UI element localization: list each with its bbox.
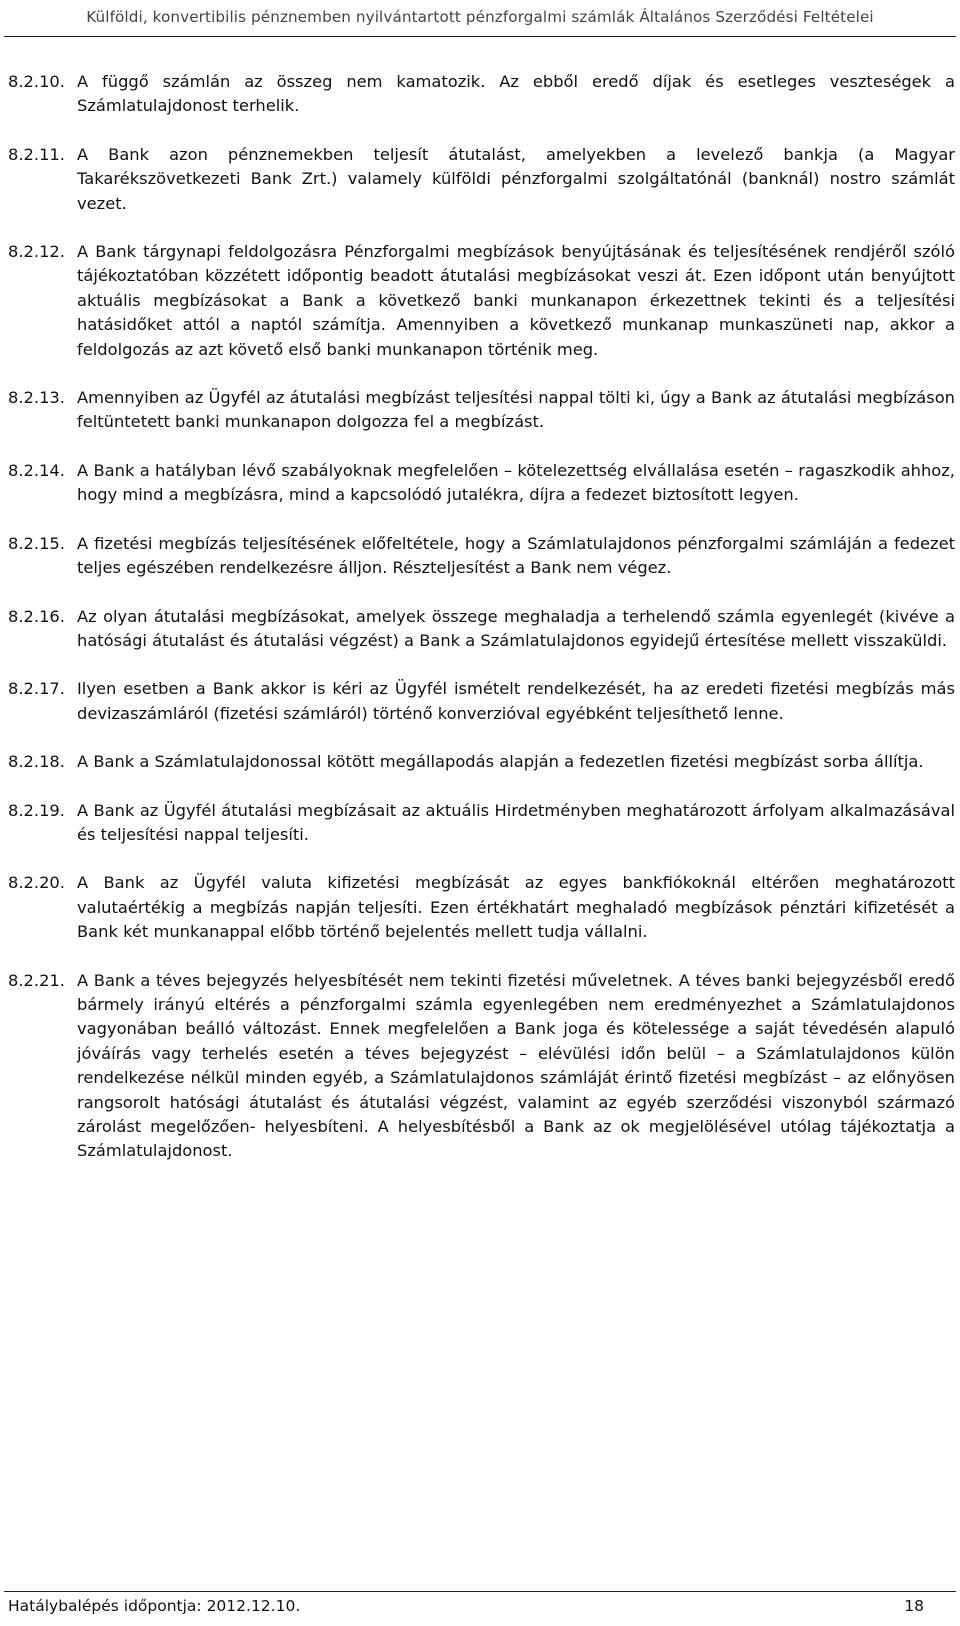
paragraph-8-2-13 [8,386,955,435]
paragraph-8-2-18 [8,750,955,774]
paragraph-text: Amennyiben az Ügyfél az átutalási megbízást teljesítési nappal tölti ki, úgy a Bank az átutalási megbízáson feltüntetett banki munkanapon dolgozza fel a megbízást. [77,388,955,432]
paragraph-number: 8.2.11. [8,144,65,164]
document-body [8,70,955,1188]
paragraph-number: 8.2.17. [8,679,65,699]
page-header: Külföldi, konvertibilis pénznemben nyilvántartott pénzforgalmi számlák Általános Szerződési Feltételei [86,8,874,26]
paragraph-text: Ilyen esetben a Bank akkor is kéri az Ügyfél ismételt rendelkezését, ha az eredeti fizetési megbízás más devizaszámláról (fizetési számláról) történő konverzióval egyébként teljesíthető lenne. [77,679,955,723]
paragraph-8-2-12 [8,240,955,362]
paragraph-8-2-17 [8,677,955,726]
header-divider [4,36,956,37]
paragraph-text: A Bank a hatályban lévő szabályoknak megfelelően – kötelezettség elvállalása esetén – ragaszkodik ahhoz, hogy mind a megbízásra, mind a kapcsolódó jutalékra, díjra a fedezet biztosított legyen. [77,460,955,505]
paragraph-text: Az olyan átutalási megbízásokat, amelyek összege meghaladja a terhelendő számla egyenlegét (kivéve a hatósági átutalást és átutalási végzést) a Bank a Számlatulajdonos egyidejű értesítése mellett visszaküldi. [77,606,955,650]
paragraph-number: 8.2.12. [8,242,65,262]
paragraph-text: A Bank az Ügyfél valuta kifizetési megbízását az egyes bankfiókoknál eltérően meghatározott valutaértékig a megbízás napján teljesíti. Ezen értékhatárt meghaladó megbízások pénztári kifizetését a Bank két munkanappal előbb történő bejelentés mellett tudja vállalni. [77,873,955,942]
paragraph-8-2-14 [8,459,955,508]
paragraph-8-2-20 [8,871,955,944]
paragraph-8-2-19 [8,799,955,848]
paragraph-text: A Bank azon pénznemekben teljesít átutalást, amelyekben a levelező bankja (a Magyar Takarékszövetkezeti Bank Zrt.) valamely külföldi pénzforgalmi szolgáltatónál (banknál) nostro számlát vezet. [77,144,955,213]
paragraph-text: A fizetési megbízás teljesítésének előfeltétele, hogy a Számlatulajdonos pénzforgalmi számláján a fedezet teljes egészében rendelkezésre álljon. Részteljesítést a Bank nem végez. [77,533,955,578]
paragraph-number: 8.2.16. [8,606,65,626]
paragraph-8-2-15 [8,532,955,581]
page-number: 18 [904,1597,924,1615]
paragraph-text: A Bank tárgynapi feldolgozásra Pénzforgalmi megbízások benyújtásának és teljesítésének rendjéről szóló tájékoztatóban közzétett időpontig beadott átutalási megbízásokat veszi át. Ezen időpont után benyújtott aktuális megbízásokat a Bank a következő banki munkanapon érkezettnek tekinti és a teljesítési hatásidőket attól a naptól számítja. Amennyiben a következő munkanap munkaszüneti nap, akkor a feldolgozás az azt követő első banki munkanapon történik meg. [77,242,955,359]
paragraph-number: 8.2.21. [8,970,65,990]
paragraph-number: 8.2.10. [8,72,65,91]
paragraph-number: 8.2.14. [8,460,65,480]
paragraph-text: A Bank a téves bejegyzés helyesbítését nem tekinti fizetési műveletnek. A téves banki bejegyzésből eredő bármely irányú eltérés a pénzforgalmi számla egyenlegében nem eredményezhet a Számlatulajdonos vagyonában beálló változást. Ennek megfelelően a Bank joga és kötelessége a saját tévedésén alapuló jóváírás vagy terhelés esetén a téves bejegyzést – elévülési időn belül – a Számlatulajdonos külön rendelkezése nélkül minden egyéb, a Számlatulajdonos számláját érintő fizetési megbízást – az előnyösen rangsorolt hatósági átutalást és átutalási végzést, valamint az egyéb szerződési viszonyból származó zárolást megelőzően- helyesbíteni. A helyesbítésből a Bank az ok megjelölésével utólag tájékoztatja a Számlatulajdonost. [77,970,955,1161]
paragraph-8-2-16 [8,605,955,654]
footer-divider [4,1591,956,1592]
paragraph-number: 8.2.15. [8,533,65,553]
paragraph-text: A Bank az Ügyfél átutalási megbízásait az aktuális Hirdetményben meghatározott árfolyam alkalmazásával és teljesítési nappal teljesíti. [77,800,955,844]
paragraph-number: 8.2.18. [8,752,65,772]
paragraph-8-2-11 [8,143,955,216]
paragraph-number: 8.2.19. [8,800,65,820]
paragraph-8-2-21 [8,969,955,1164]
paragraph-text: A függő számlán az összeg nem kamatozik. Az ebből eredő díjak és esetleges veszteségek a Számlatulajdonost terhelik. [77,72,955,116]
paragraph-8-2-10 [8,70,955,119]
paragraph-number: 8.2.20. [8,873,65,893]
paragraph-number: 8.2.13. [8,388,65,408]
paragraph-text: A Bank a Számlatulajdonossal kötött megállapodás alapján a fedezetlen fizetési megbízást sorba állítja. [77,752,924,772]
effective-date: Hatálybalépés időpontja: 2012.12.10. [8,1597,301,1615]
